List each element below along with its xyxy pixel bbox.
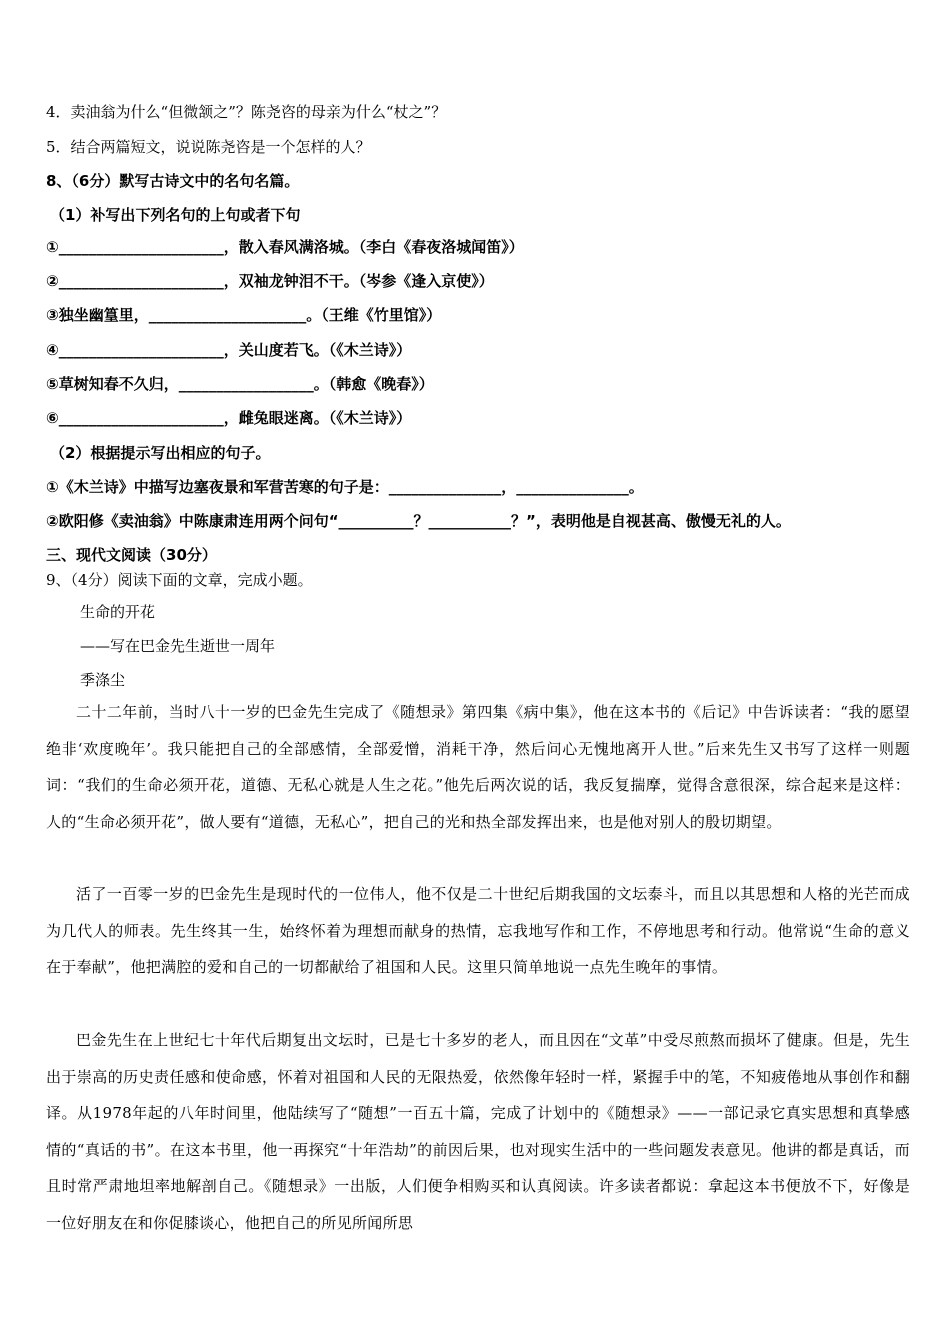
section-8-header: 8、（6分）默写古诗文中的名句名篇。 bbox=[46, 172, 300, 190]
fill-item-2: ②______________________，双袖龙钟泪不干。（岑参《逢入京使》） bbox=[46, 272, 494, 290]
article-paragraph-3: 巴金先生在上世纪七十年代后期复出文坛时，已是七十多岁的老人，而且因在“文革”中受尽煎熬而损坏了健康。但是，先生出于崇高的历史责任感和使命感，怀着对祖国和人民的无限热爱，依然像年轻时一样，紧握手中的笔，不知疲倦地从事创作和翻译。从1978年起的八年时间里，他陆续写了“随想”一百五十篇，完成了计划中的《随想录》——一部记录它真实思想和真挚感情的“真话的书”。在这本书里，他一再探究“十年浩劫”的前因后果，也对现实生活中的一些问题发表意见。他讲的都是真话，而且时常严肃地坦率地解剖自己。《随想录》一出版，人们便争相购买和认真阅读。许多读者都说：拿起这本书便放不下，好像是一位好朋友在和你促膝谈心，他把自己的所见所闻所思 bbox=[46, 1031, 910, 1232]
part2-item-1: ①《木兰诗》中描写边塞夜景和军营苦寒的句子是：_______________，_______________。 bbox=[46, 478, 644, 496]
part2-item-2: ②欧阳修《卖油翁》中陈康肃连用两个问句“__________？___________？”，表明他是自视甚高、傲慢无礼的人。 bbox=[46, 512, 791, 530]
fill-item-3: ③独坐幽篁里，_____________________。（王维《竹里馆》） bbox=[46, 306, 442, 324]
question-5: 5．结合两篇短文，说说陈尧咨是一个怎样的人？ bbox=[46, 138, 371, 156]
question-9: 9、（4分）阅读下面的文章，完成小题。 bbox=[46, 571, 313, 589]
question-4: 4．卖油翁为什么“但微颔之”？陈尧咨的母亲为什么“杖之”？ bbox=[46, 103, 447, 121]
article-subtitle: ——写在巴金先生逝世一周年 bbox=[80, 637, 276, 655]
fill-item-6: ⑥______________________，雌兔眼迷离。（《木兰诗》） bbox=[46, 409, 412, 427]
article-paragraph-2: 活了一百零一岁的巴金先生是现时代的一位伟人，他不仅是二十世纪后期我国的文坛泰斗，而且以其思想和人格的光芒而成为几代人的师表。先生终其一生，始终怀着为理想而献身的热情，忘我地写作和工作，不停地思考和行动。他常说“生命的意义在于奉献”，他把满腔的爱和自己的一切都献给了祖国和人民。这里只简单地说一点先生晚年的事情。 bbox=[46, 885, 910, 976]
section-8-part1-title: （1）补写出下列名句的上句或者下句 bbox=[50, 206, 301, 224]
fill-item-1: ①______________________，散入春风满洛城。（李白《春夜洛城闻笛》） bbox=[46, 238, 524, 256]
article-paragraph-1: 二十二年前，当时八十一岁的巴金先生完成了《随想录》第四集《病中集》，他在这本书的《后记》中告诉读者：“我的愿望绝非‘欢度晚年’。我只能把自己的全部感情，全部爱憎，消耗干净，然后问心无愧地离开人世。”后来先生又书写了这样一则题词：“我们的生命必须开花，道德、无私心就是人生之花。”他先后两次说的话，我反复揣摩，觉得含意很深，综合起来是这样：人的“生命必须开花”，做人要有“道德，无私心”，把自己的光和热全部发挥出来，也是他对别人的殷切期望。 bbox=[46, 703, 910, 831]
fill-item-4: ④______________________，关山度若飞。（《木兰诗》） bbox=[46, 341, 412, 359]
fill-item-5: ⑤草树知春不久归，__________________。（韩愈《晚春》） bbox=[46, 375, 434, 393]
article-title: 生命的开花 bbox=[80, 603, 156, 621]
article-author: 季涤尘 bbox=[80, 671, 126, 689]
section-8-part2-title: （2）根据提示写出相应的句子。 bbox=[50, 444, 271, 462]
section-3-header: 三、现代文阅读（30分） bbox=[46, 546, 217, 564]
